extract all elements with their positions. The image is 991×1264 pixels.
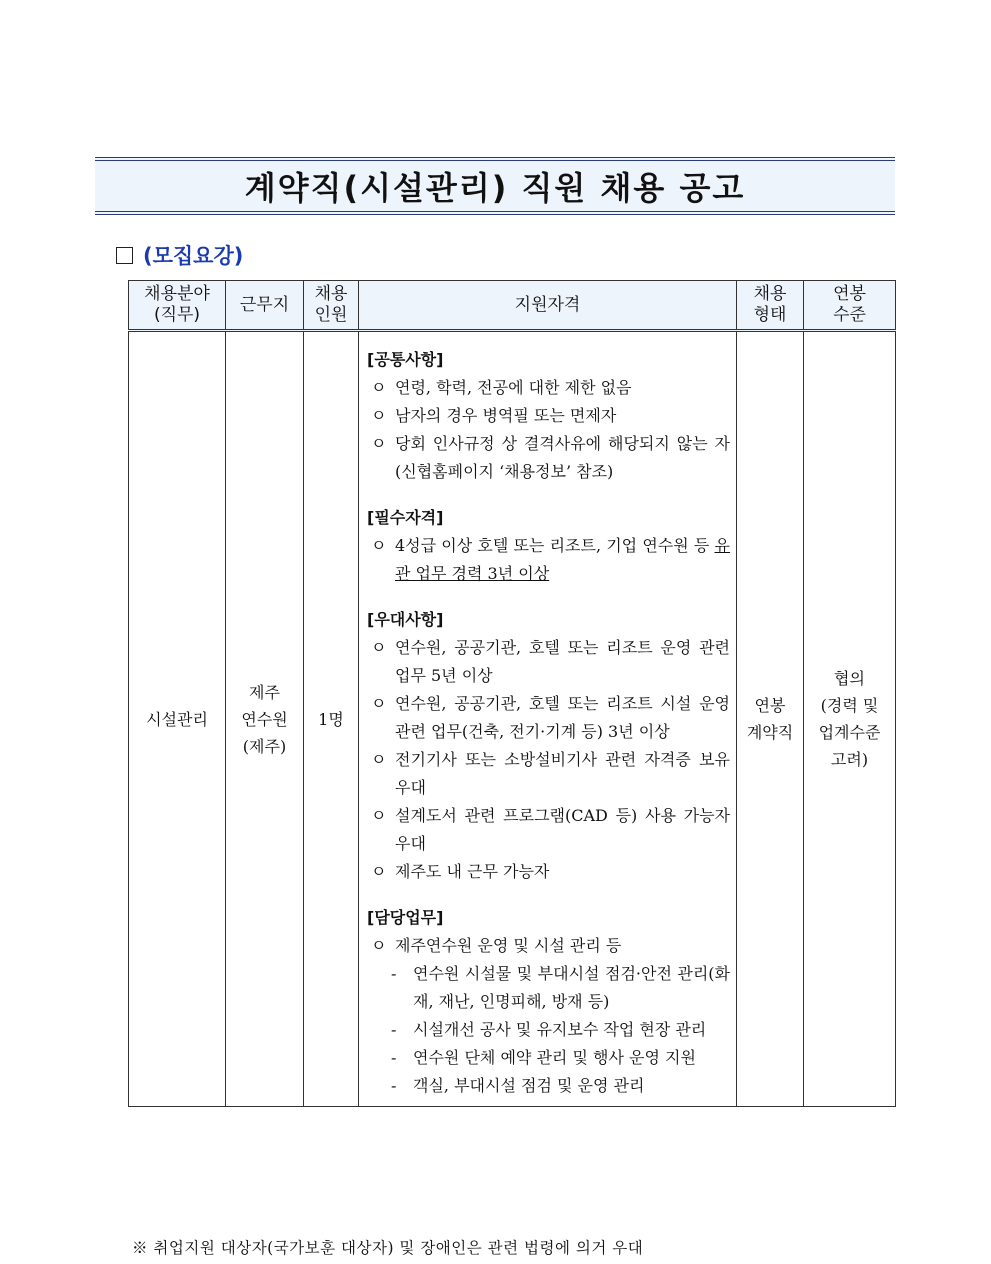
list-item: ㅇ 설계도서 관련 프로그램(CAD 등) 사용 가능자 우대 bbox=[371, 806, 730, 853]
section-label: (모집요강) bbox=[143, 244, 244, 268]
sub-item: - 연수원 단체 예약 관리 및 행사 운영 지원 bbox=[391, 1048, 696, 1067]
section-heading bbox=[116, 240, 243, 270]
cell-field: 시설관리 bbox=[129, 331, 226, 1107]
header-field: 채용분야 (직무) bbox=[129, 281, 226, 331]
checkbox-square-icon bbox=[116, 247, 133, 264]
preferred-heading: [우대사항] bbox=[367, 610, 444, 629]
underlined-requirement: 유관 업무 경력 3년 이상 bbox=[395, 536, 730, 583]
sub-item: - 연수원 시설물 및 부대시설 점검·안전 관리(화재, 재난, 인명피해, 방재 등) bbox=[391, 964, 730, 1011]
recruitment-table bbox=[128, 280, 896, 1107]
list-item: ㅇ 남자의 경우 병역필 또는 면제자 bbox=[371, 406, 617, 425]
header-location: 근무지 bbox=[226, 281, 304, 331]
header-count: 채용 인원 bbox=[304, 281, 359, 331]
page-title: 계약직(시설관리) 직원 채용 공고 bbox=[244, 169, 746, 207]
cell-qualifications bbox=[359, 331, 737, 1107]
table-header-row bbox=[129, 281, 896, 331]
sub-item: - 객실, 부대시설 점검 및 운영 관리 bbox=[391, 1076, 645, 1095]
list-item: ㅇ 연수원, 공공기관, 호텔 또는 리조트 운영 관련 업무 5년 이상 bbox=[371, 638, 730, 685]
header-salary: 연봉 수준 bbox=[804, 281, 896, 331]
preferred-qualifications bbox=[367, 606, 730, 886]
header-qualification: 지원자격 bbox=[359, 281, 737, 331]
common-requirements bbox=[367, 346, 730, 486]
cell-type: 연봉 계약직 bbox=[737, 331, 804, 1107]
cell-location: 제주 연수원 (제주) bbox=[226, 331, 304, 1107]
required-heading: [필수자격] bbox=[367, 508, 444, 527]
list-item: ㅇ 제주도 내 근무 가능자 bbox=[371, 862, 550, 881]
list-item: ㅇ 제주연수원 운영 및 시설 관리 등 bbox=[371, 936, 622, 955]
duties bbox=[367, 904, 730, 1100]
header-type: 채용 형태 bbox=[737, 281, 804, 331]
required-qualifications bbox=[367, 504, 730, 588]
common-heading: [공통사항] bbox=[367, 350, 444, 369]
list-item: ㅇ 전기기사 또는 소방설비기사 관련 자격증 보유 우대 bbox=[371, 750, 730, 797]
list-item: ㅇ 연수원, 공공기관, 호텔 또는 리조트 시설 운영 관련 업무(건축, 전기·기계 등) 3년 이상 bbox=[371, 694, 730, 741]
cell-count: 1명 bbox=[304, 331, 359, 1107]
title-banner bbox=[95, 157, 895, 215]
duties-heading: [담당업무] bbox=[367, 908, 444, 927]
list-item: ㅇ 4성급 이상 호텔 또는 리조트, 기업 연수원 등 유관 업무 경력 3년 이상 bbox=[371, 536, 730, 583]
list-item: ㅇ 당회 인사규정 상 결격사유에 해당되지 않는 자(신협홈페이지 ‘채용정보’ 참조) bbox=[371, 434, 730, 481]
cell-salary: 협의 (경력 및 업계수준 고려) bbox=[804, 331, 896, 1107]
sub-item: - 시설개선 공사 및 유지보수 작업 현장 관리 bbox=[391, 1020, 707, 1039]
table-row bbox=[129, 331, 896, 1107]
list-item: ㅇ 연령, 학력, 전공에 대한 제한 없음 bbox=[371, 378, 632, 397]
footer-note: ※ 취업지원 대상자(국가보훈 대상자) 및 장애인은 관련 법령에 의거 우대 bbox=[132, 1239, 644, 1257]
